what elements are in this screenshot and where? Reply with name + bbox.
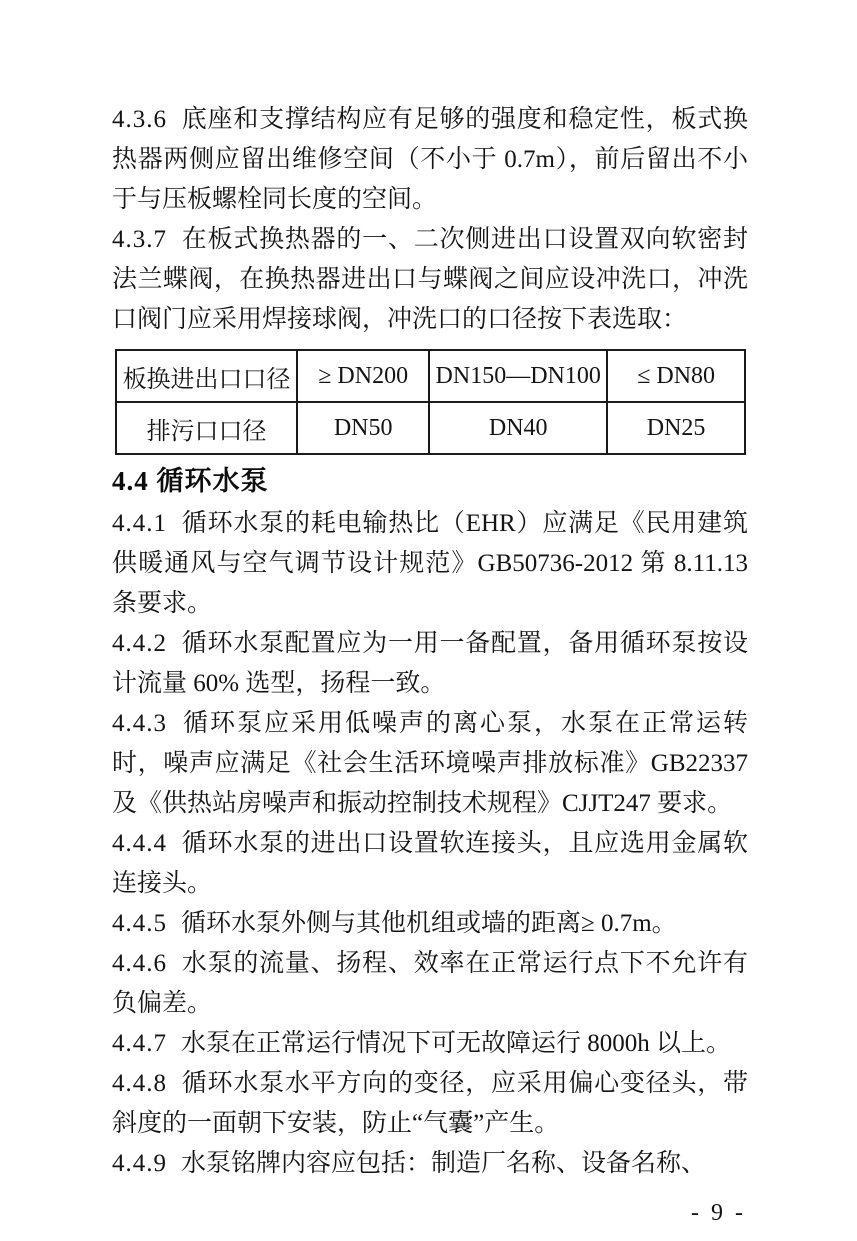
section-text: 在板式换热器的一、二次侧进出口设置双向软密封法兰蝶阀，在换热器进出口与蝶阀之间应设冲洗口，冲洗口阀门应采用焊接球阀，冲洗口的口径按下表选取： xyxy=(112,226,748,333)
section-number: 4.4.7 xyxy=(112,1030,167,1057)
table-cell: DN40 xyxy=(429,402,607,454)
section-text: 循环水泵的耗电输热比（EHR）应满足《民用建筑供暖通风与空气调节设计规范》GB50736-2012 第 8.11.13 条要求。 xyxy=(112,510,748,617)
section-text: 循环水泵外侧与其他机组或墙的距离≥ 0.7m。 xyxy=(181,910,677,937)
section-number: 4.3.7 xyxy=(112,226,167,253)
section-number: 4.4.9 xyxy=(112,1150,167,1177)
table-row xyxy=(116,350,745,402)
flush-port-diameter-table xyxy=(115,349,746,455)
table-cell: DN150—DN100 xyxy=(429,350,607,402)
paragraph-4-4-8 xyxy=(112,1064,748,1144)
section-text: 水泵的流量、扬程、效率在正常运行点下不允许有负偏差。 xyxy=(112,950,748,1017)
section-number: 4.3.6 xyxy=(112,106,167,133)
paragraph-4-4-4 xyxy=(112,824,748,904)
section-number: 4.4.3 xyxy=(112,710,167,737)
section-number: 4.4.8 xyxy=(112,1070,167,1097)
section-text: 水泵在正常运行情况下可无故障运行 8000h 以上。 xyxy=(181,1030,732,1057)
section-text: 循环水泵的进出口设置软连接头，且应选用金属软连接头。 xyxy=(112,830,748,897)
paragraph-4-3-6 xyxy=(112,100,748,220)
section-text: 底座和支撑结构应有足够的强度和稳定性，板式换热器两侧应留出维修空间（不小于 0.7m），前后留出不小于与压板螺栓同长度的空间。 xyxy=(112,106,748,213)
paragraph-4-3-7 xyxy=(112,220,748,340)
section-number: 4.4.5 xyxy=(112,910,167,937)
table-header-cell: 排污口口径 xyxy=(116,402,297,454)
paragraph-4-4-6 xyxy=(112,944,748,1024)
paragraph-4-4-9 xyxy=(112,1144,748,1184)
section-text: 循环泵应采用低噪声的离心泵，水泵在正常运转时，噪声应满足《社会生活环境噪声排放标准》GB22337 及《供热站房噪声和振动控制技术规程》CJJT247 要求。 xyxy=(112,710,748,817)
section-heading-4-4: 4.4 循环水泵 xyxy=(112,466,269,496)
paragraph-4-4-5 xyxy=(112,904,748,944)
table-cell: ≥ DN200 xyxy=(297,350,429,402)
section-number: 4.4.1 xyxy=(112,510,167,537)
table-row xyxy=(116,402,745,454)
section-number: 4.4.4 xyxy=(112,830,167,857)
paragraph-4-4-2 xyxy=(112,624,748,704)
section-text: 循环水泵水平方向的变径，应采用偏心变径头，带斜度的一面朝下安装，防止“气囊”产生。 xyxy=(112,1070,748,1137)
table-cell: DN50 xyxy=(297,402,429,454)
page-content xyxy=(112,100,748,1227)
section-number: 4.4.6 xyxy=(112,950,167,977)
page-number: - 9 - xyxy=(691,1200,746,1226)
section-text: 水泵铭牌内容应包括：制造厂名称、设备名称、 xyxy=(181,1150,707,1177)
paragraph-4-4-1 xyxy=(112,504,748,624)
table-cell: DN25 xyxy=(607,402,745,454)
paragraph-4-4-7 xyxy=(112,1024,748,1064)
section-text: 循环水泵配置应为一用一备配置，备用循环泵按设计流量 60% 选型，扬程一致。 xyxy=(112,630,748,697)
section-number: 4.4.2 xyxy=(112,630,167,657)
table-cell: ≤ DN80 xyxy=(607,350,745,402)
table-header-cell: 板换进出口口径 xyxy=(116,350,297,402)
paragraph-4-4-3 xyxy=(112,704,748,824)
